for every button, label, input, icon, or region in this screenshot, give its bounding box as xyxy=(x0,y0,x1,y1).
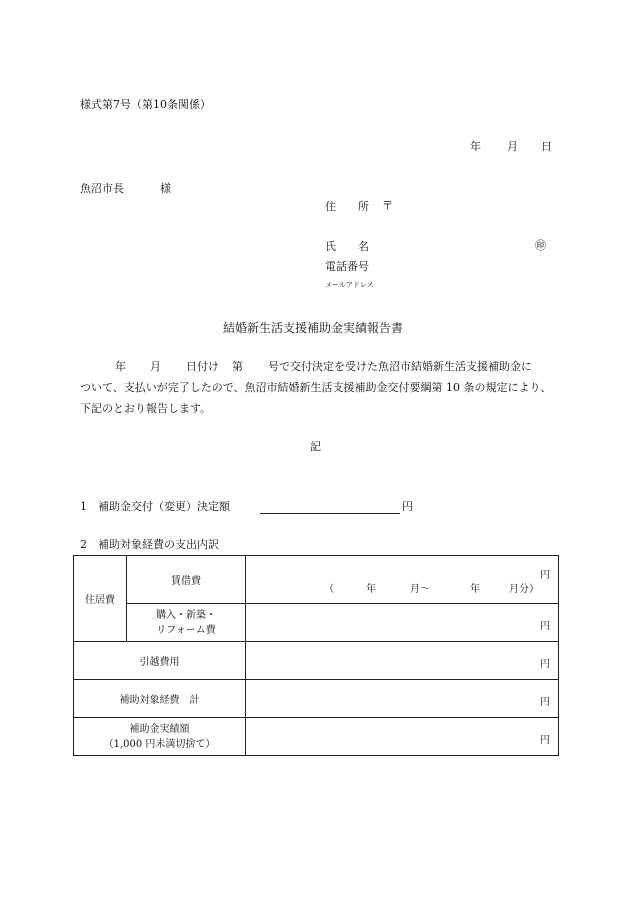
table-row-result xyxy=(74,718,559,756)
rent-period-year2: 年 xyxy=(470,584,480,595)
result-label-line1: 補助金実績額 xyxy=(129,723,190,735)
table-row-moving xyxy=(74,642,559,680)
purchase-amount-cell xyxy=(246,604,559,642)
total-yen: 円 xyxy=(540,697,550,708)
table-row-purchase xyxy=(74,604,559,642)
body-line1-rest: 号で交付決定を受けた魚沼市結婚新生活支援補助金に xyxy=(268,360,532,373)
body-line2: ついて、支払いが完了したので、魚沼市結婚新生活支援補助金交付要綱第 10 条の規定により、 xyxy=(80,381,552,394)
result-label-line2: （1,000 円未満切捨て） xyxy=(103,738,216,750)
item2-label: 2 補助対象経費の支出内訳 xyxy=(80,538,219,551)
body-year: 年 xyxy=(115,360,126,373)
date-year: 年 xyxy=(470,140,481,153)
rent-label: 賃借費 xyxy=(127,556,246,604)
body-month: 月 xyxy=(150,360,161,373)
rent-period-year1: 年 xyxy=(366,584,376,595)
rent-period-open: （ xyxy=(324,584,334,595)
purchase-label xyxy=(127,604,246,642)
purchase-yen: 円 xyxy=(540,621,550,632)
document-title: 結婚新生活支援補助金実績報告書 xyxy=(223,321,404,335)
moving-label: 引越費用 xyxy=(74,642,246,680)
body-dated: 日付け xyxy=(186,360,219,373)
moving-amount-cell xyxy=(246,642,559,680)
rent-amount-cell xyxy=(246,556,559,604)
seal-mark: ㊞ xyxy=(535,239,546,252)
date-day: 日 xyxy=(541,140,552,153)
rent-yen: 円 xyxy=(540,570,550,581)
expense-table-wrapper xyxy=(73,555,558,756)
result-yen: 円 xyxy=(540,735,550,746)
address-label: 住 所 xyxy=(325,200,369,213)
ki-heading: 記 xyxy=(310,440,321,453)
housing-label: 住居費 xyxy=(74,556,127,642)
result-amount-cell xyxy=(246,718,559,756)
result-label xyxy=(74,718,246,756)
total-label: 補助対象経費 計 xyxy=(74,680,246,718)
body-dai: 第 xyxy=(232,360,243,373)
table-row-rent xyxy=(74,556,559,604)
expense-table xyxy=(73,555,559,756)
phone-label: 電話番号 xyxy=(325,260,369,273)
name-label: 氏 名 xyxy=(325,240,369,253)
rent-period-month2: 月分） xyxy=(509,584,539,595)
postal-mark: 〒 xyxy=(382,199,393,212)
purchase-label-line2: リフォーム費 xyxy=(156,624,216,636)
total-amount-cell xyxy=(246,680,559,718)
moving-yen: 円 xyxy=(540,659,550,670)
addressee-name: 魚沼市長 xyxy=(80,182,124,195)
item1-amount xyxy=(260,498,413,514)
table-row-total xyxy=(74,680,559,718)
item1-label: 1 補助金交付（変更）決定額 xyxy=(80,500,230,513)
addressee-honorific: 様 xyxy=(160,182,171,195)
item1-unit: 円 xyxy=(402,500,413,513)
date-month: 月 xyxy=(507,140,518,153)
email-label: メールアドレス xyxy=(325,281,374,289)
rent-period-month1: 月～ xyxy=(410,584,430,595)
form-number: 様式第7号（第10条関係） xyxy=(80,98,211,111)
purchase-label-line1: 購入・新築・ xyxy=(156,609,216,621)
item1-blank-line xyxy=(260,500,400,514)
body-line3: 下記のとおり報告します。 xyxy=(80,402,212,415)
